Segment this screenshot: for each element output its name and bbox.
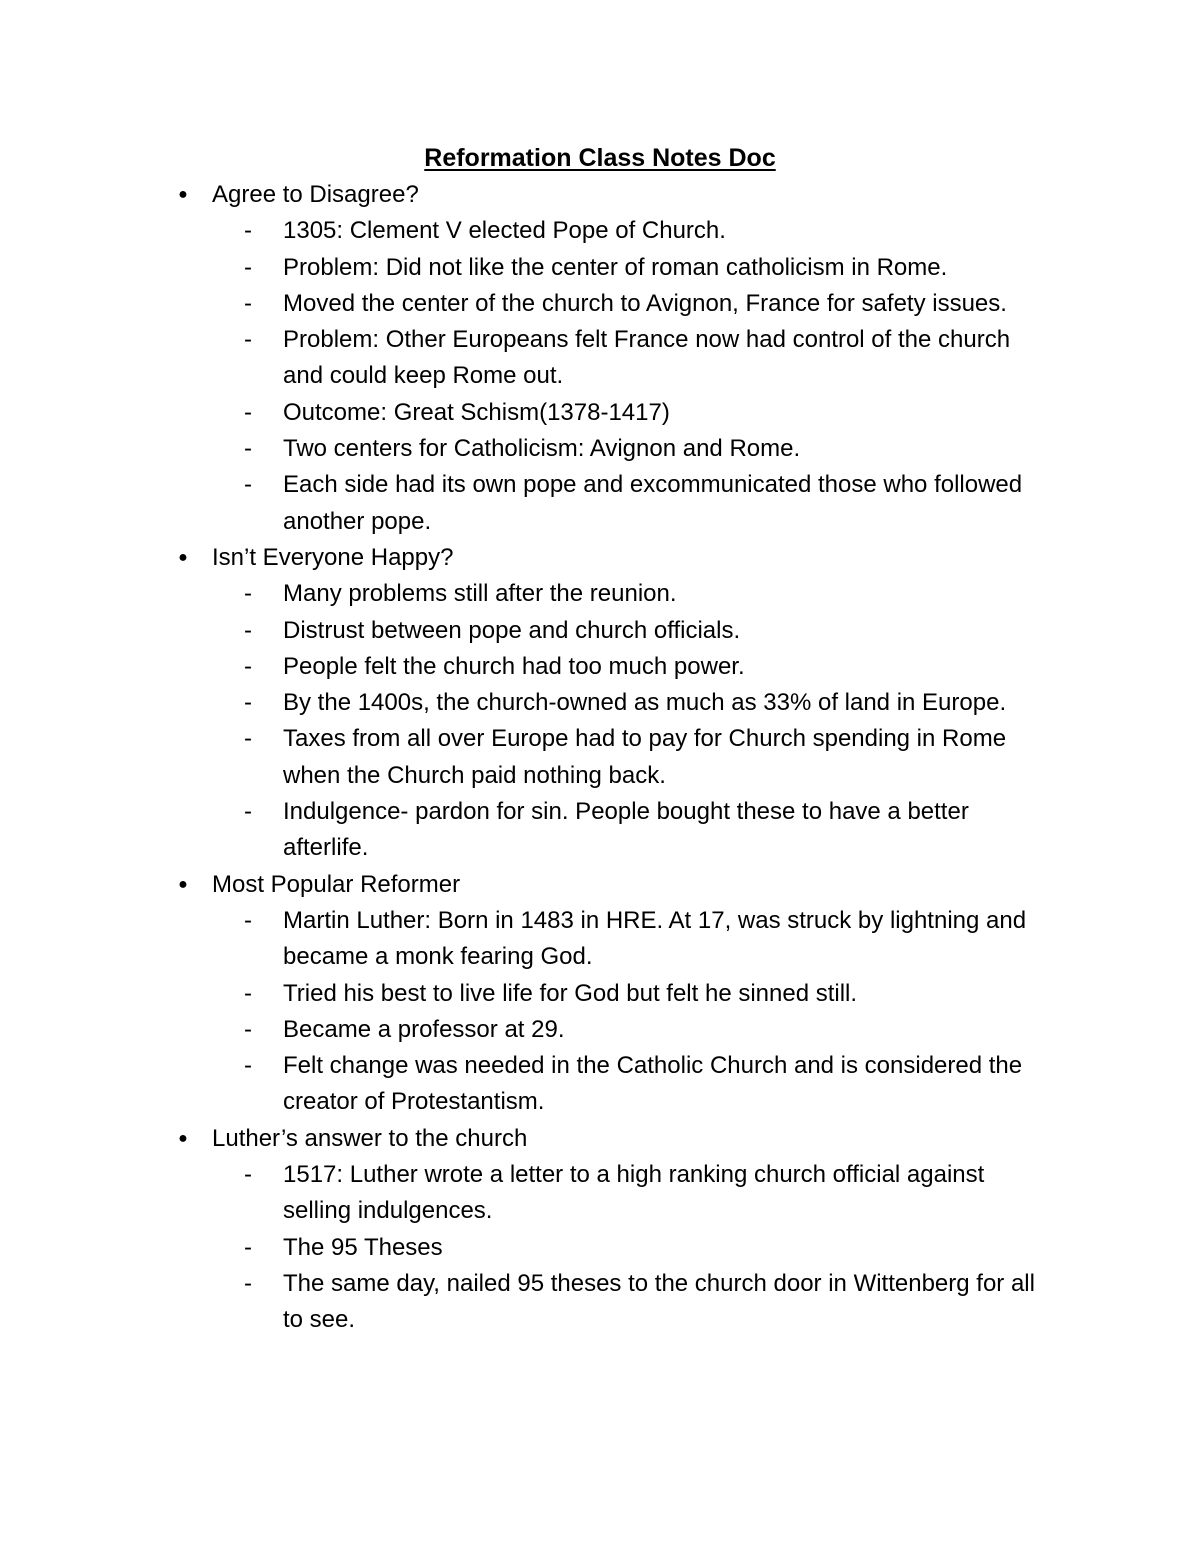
dash-icon: - xyxy=(244,798,252,826)
list-item xyxy=(0,976,1200,1012)
list-item-text: People felt the church had too much power. xyxy=(283,652,745,680)
list-item xyxy=(0,395,1200,431)
list-item xyxy=(0,1266,1200,1339)
document-title xyxy=(0,140,1200,176)
list-item xyxy=(0,286,1200,322)
dash-icon: - xyxy=(244,725,252,753)
list-item-text: Felt change was needed in the Catholic Church and is considered the creator of Protestantism. xyxy=(283,1052,1023,1116)
list-item-text: Taxes from all over Europe had to pay for Church spending in Rome when the Church paid nothing back. xyxy=(283,725,1007,789)
list-item-text: Distrust between pope and church officials. xyxy=(283,616,741,644)
section-items xyxy=(0,213,1200,540)
list-item-text: Indulgence- pardon for sin. People bought these to have a better afterlife. xyxy=(283,798,969,862)
dash-icon: - xyxy=(244,652,252,680)
dash-icon: - xyxy=(244,289,252,317)
list-item xyxy=(0,576,1200,612)
section-isnt-everyone-happy xyxy=(0,540,1200,867)
section-heading xyxy=(0,1121,1200,1157)
bullet-icon: ● xyxy=(178,548,188,566)
list-item xyxy=(0,613,1200,649)
dash-icon: - xyxy=(244,326,252,354)
section-heading-text: Luther’s answer to the church xyxy=(212,1124,528,1152)
section-heading xyxy=(0,540,1200,576)
dash-icon: - xyxy=(244,580,252,608)
list-item xyxy=(0,721,1200,794)
list-item-text: Became a professor at 29. xyxy=(283,1015,565,1043)
bullet-icon: ● xyxy=(178,1129,188,1147)
bullet-icon: ● xyxy=(178,186,188,203)
list-item-text: Martin Luther: Born in 1483 in HRE. At 17, was struck by lightning and became a monk fearing God. xyxy=(283,906,1027,971)
list-item-text: Two centers for Catholicism: Avignon and Rome. xyxy=(283,435,801,463)
dash-icon: - xyxy=(244,471,252,499)
dash-icon: - xyxy=(244,1233,252,1261)
section-heading xyxy=(0,177,1200,213)
list-item xyxy=(0,322,1200,395)
list-item xyxy=(0,1048,1200,1121)
list-item-text: The 95 Theses xyxy=(283,1233,443,1261)
list-item xyxy=(0,467,1200,540)
list-item xyxy=(0,903,1200,976)
list-item-text: Problem: Other Europeans felt France now had control of the church and could keep Rome out. xyxy=(283,326,1011,390)
list-item-text: 1305: Clement V elected Pope of Church. xyxy=(283,217,726,245)
list-item xyxy=(0,1012,1200,1048)
list-item xyxy=(0,1157,1200,1230)
section-heading-text: Most Popular Reformer xyxy=(212,870,461,898)
dash-icon: - xyxy=(244,979,252,1007)
bullet-icon: ● xyxy=(178,875,188,893)
dash-icon: - xyxy=(244,1015,252,1043)
section-items xyxy=(0,903,1200,1121)
list-item-text: Moved the center of the church to Avignon, France for safety issues. xyxy=(283,289,1007,317)
list-item-text: Tried his best to live life for God but felt he sinned still. xyxy=(283,979,858,1007)
dash-icon: - xyxy=(244,1269,252,1297)
dash-icon: - xyxy=(244,435,252,463)
dash-icon: - xyxy=(244,1161,252,1189)
dash-icon: - xyxy=(244,217,252,245)
dash-icon: - xyxy=(244,689,252,717)
list-item-text: Many problems still after the reunion. xyxy=(283,580,677,608)
list-item xyxy=(0,685,1200,721)
section-luthers-answer xyxy=(0,1121,1200,1339)
dash-icon: - xyxy=(244,398,252,426)
section-items xyxy=(0,576,1200,866)
list-item-text: 1517: Luther wrote a letter to a high ranking church official against selling indulgences. xyxy=(283,1161,985,1225)
section-heading-text: Isn’t Everyone Happy? xyxy=(212,543,454,571)
list-item-text: Outcome: Great Schism(1378-1417) xyxy=(283,398,670,426)
section-most-popular-reformer xyxy=(0,867,1200,1121)
list-item-text: Problem: Did not like the center of roman catholicism in Rome. xyxy=(283,253,948,281)
section-items xyxy=(0,1157,1200,1338)
list-item xyxy=(0,649,1200,685)
list-item xyxy=(0,1230,1200,1266)
list-item-text: Each side had its own pope and excommunicated those who followed another pope. xyxy=(283,471,1023,535)
list-item xyxy=(0,794,1200,867)
list-item xyxy=(0,431,1200,467)
dash-icon: - xyxy=(244,906,252,934)
list-item xyxy=(0,250,1200,286)
section-heading-text: Agree to Disagree? xyxy=(212,181,419,208)
list-item xyxy=(0,213,1200,249)
dash-icon: - xyxy=(244,253,252,281)
section-heading xyxy=(0,867,1200,903)
list-item-text: The same day, nailed 95 theses to the church door in Wittenberg for all to see. xyxy=(283,1269,1035,1334)
list-item-text: By the 1400s, the church-owned as much as 33% of land in Europe. xyxy=(283,689,1007,717)
dash-icon: - xyxy=(244,1052,252,1080)
section-agree-to-disagree xyxy=(0,177,1200,540)
document-title-text: Reformation Class Notes Doc xyxy=(424,144,776,172)
dash-icon: - xyxy=(244,616,252,644)
notes-list xyxy=(0,177,1200,1339)
